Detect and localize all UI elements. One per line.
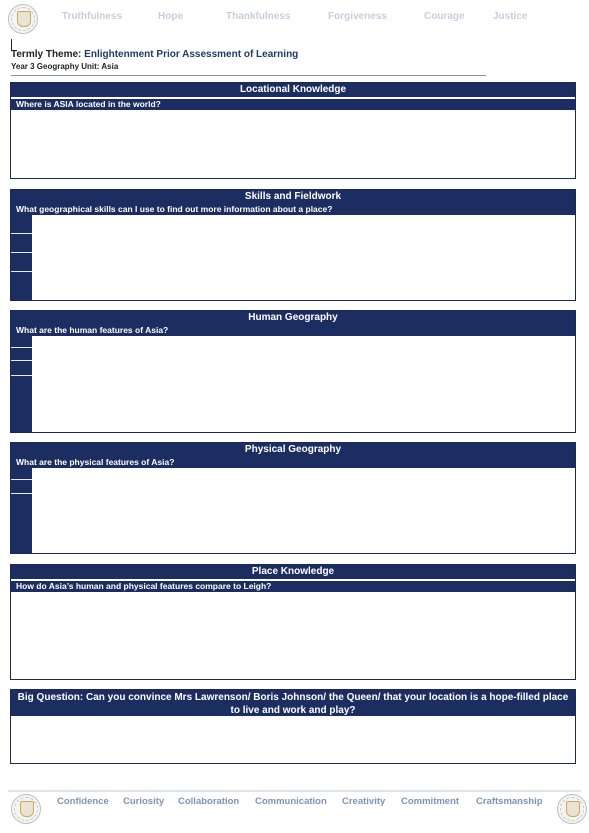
value-thankfulness: Thankfulness	[226, 11, 291, 22]
value-collaboration: Collaboration	[178, 796, 240, 807]
section-skills-fieldwork	[10, 189, 576, 301]
value-communication: Communication	[255, 796, 327, 807]
theme-value: Enlightenment Prior Assessment of Learning	[84, 49, 299, 60]
section-title: Locational Knowledge	[11, 83, 575, 98]
value-craftsmanship: Craftsmanship	[476, 796, 543, 807]
section-title: Physical Geography	[11, 443, 575, 458]
section-title: Place Knowledge	[11, 565, 575, 580]
school-logo-top	[8, 4, 38, 34]
footer-divider	[8, 790, 581, 792]
big-question-text: Big Question: Can you convince Mrs Lawrenson/ Boris Johnson/ the Queen/ that your location is a hope-filled place to live and work and play?	[11, 690, 575, 716]
section-question: How do Asia’s human and physical features compare to Leigh?	[11, 581, 575, 592]
section-human-geography	[10, 310, 576, 433]
section-physical-geography	[10, 442, 576, 554]
value-confidence: Confidence	[57, 796, 109, 807]
row-marker-column	[11, 215, 32, 300]
section-locational-knowledge	[10, 82, 576, 179]
value-truthfulness: Truthfulness	[62, 11, 123, 22]
theme-label: Termly Theme:	[11, 49, 85, 60]
school-logo-bottom-left	[11, 794, 41, 824]
section-big-question	[10, 689, 576, 764]
section-title: Human Geography	[11, 311, 575, 326]
unit-title: Year 3 Geography Unit: Asia	[11, 62, 119, 71]
answer-area[interactable]	[11, 717, 575, 763]
school-logo-bottom-right	[557, 794, 587, 824]
value-curiosity: Curiosity	[123, 796, 165, 807]
answer-area[interactable]	[32, 215, 575, 300]
row-marker-column	[11, 468, 32, 553]
value-hope: Hope	[158, 11, 183, 22]
value-forgiveness: Forgiveness	[328, 11, 387, 22]
value-commitment: Commitment	[401, 796, 460, 807]
section-question: What are the human features of Asia?	[11, 325, 575, 336]
answer-area[interactable]	[32, 336, 575, 432]
header-divider	[11, 75, 486, 76]
value-courage: Courage	[424, 11, 465, 22]
section-place-knowledge	[10, 564, 576, 680]
value-creativity: Creativity	[342, 796, 386, 807]
section-question: What are the physical features of Asia?	[11, 457, 575, 468]
answer-area[interactable]	[32, 468, 575, 553]
termly-theme	[11, 49, 298, 60]
section-title: Skills and Fieldwork	[11, 190, 575, 205]
value-justice: Justice	[493, 11, 528, 22]
section-question: Where is ASIA located in the world?	[11, 99, 575, 110]
row-marker-column	[11, 336, 32, 432]
section-question: What geographical skills can I use to find out more information about a place?	[11, 204, 575, 215]
answer-area[interactable]	[11, 594, 575, 679]
answer-area[interactable]	[11, 111, 575, 178]
